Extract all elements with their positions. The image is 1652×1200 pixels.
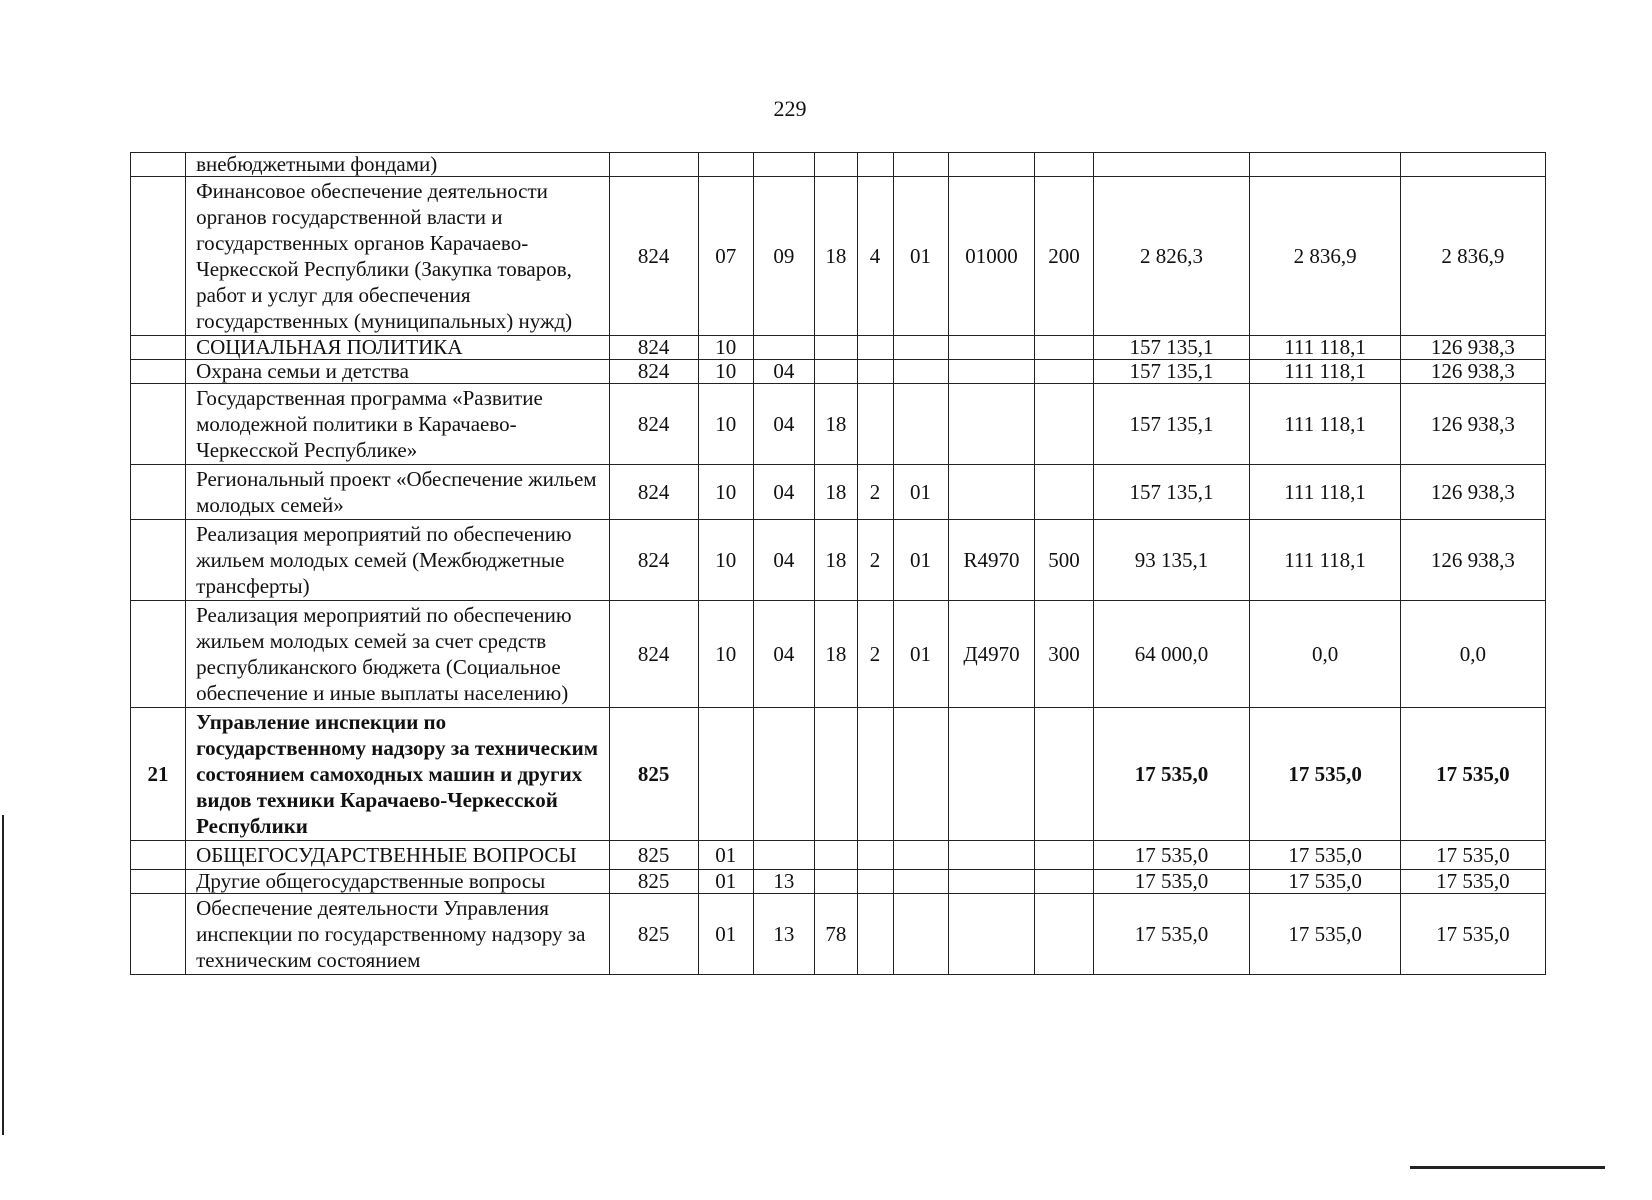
code-expense-type: 500 (1035, 520, 1093, 601)
row-number: 21 (131, 708, 186, 841)
amount-year-3: 0,0 (1400, 601, 1545, 708)
code-section: 10 (698, 601, 753, 708)
code-subsection (753, 336, 814, 360)
amount-year-1: 17 535,0 (1093, 841, 1250, 870)
code-ministry: 824 (609, 360, 698, 384)
code-expense-type (1035, 841, 1093, 870)
amount-year-2: 0,0 (1250, 601, 1400, 708)
table-row (131, 465, 1546, 520)
code-expense-type (1035, 708, 1093, 841)
amount-year-3: 126 938,3 (1400, 384, 1545, 465)
code-subprogram: 2 (857, 465, 893, 520)
code-program: 18 (815, 601, 857, 708)
code-expense-type: 200 (1035, 177, 1093, 336)
code-subsection: 04 (753, 360, 814, 384)
code-ministry: 825 (609, 870, 698, 894)
row-number (131, 336, 186, 360)
code-program (815, 708, 857, 841)
row-number (131, 894, 186, 975)
code-ministry: 824 (609, 465, 698, 520)
code-subprogram (857, 360, 893, 384)
amount-year-3: 17 535,0 (1400, 708, 1545, 841)
table-row (131, 520, 1546, 601)
row-name: Реализация мероприятий по обеспечению жильем молодых семей за счет средств республиканского бюджета (Социальное обеспечение и иные выплаты населению) (186, 601, 610, 708)
table-row (131, 360, 1546, 384)
code-expense-type (1035, 336, 1093, 360)
code-direction: 01000 (948, 177, 1035, 336)
amount-year-2: 17 535,0 (1250, 841, 1400, 870)
amount-year-3: 126 938,3 (1400, 336, 1545, 360)
row-name: Охрана семьи и детства (186, 360, 610, 384)
amount-year-1: 17 535,0 (1093, 708, 1250, 841)
budget-table (130, 152, 1546, 975)
budget-table-body (131, 153, 1546, 975)
row-name: Управление инспекции по государственному надзору за техническим состоянием самоходных машин и других видов техники Карачаево-Черкесской Республики (186, 708, 610, 841)
code-event: 01 (893, 177, 948, 336)
code-event (893, 153, 948, 177)
amount-year-2 (1250, 153, 1400, 177)
code-program (815, 870, 857, 894)
table-row (131, 384, 1546, 465)
code-expense-type (1035, 894, 1093, 975)
code-event: 01 (893, 465, 948, 520)
amount-year-2: 17 535,0 (1250, 870, 1400, 894)
code-section: 10 (698, 465, 753, 520)
code-direction (948, 465, 1035, 520)
code-section: 07 (698, 177, 753, 336)
code-section: 01 (698, 841, 753, 870)
code-direction (948, 336, 1035, 360)
row-name: Реализация мероприятий по обеспечению жильем молодых семей (Межбюджетные трансферты) (186, 520, 610, 601)
code-subsection: 04 (753, 465, 814, 520)
code-subsection (753, 841, 814, 870)
amount-year-2: 111 118,1 (1250, 336, 1400, 360)
row-name: Другие общегосударственные вопросы (186, 870, 610, 894)
code-section: 01 (698, 870, 753, 894)
code-program: 78 (815, 894, 857, 975)
table-row (131, 177, 1546, 336)
amount-year-1: 157 135,1 (1093, 465, 1250, 520)
code-subsection: 04 (753, 384, 814, 465)
code-subsection: 09 (753, 177, 814, 336)
code-direction (948, 894, 1035, 975)
code-program: 18 (815, 465, 857, 520)
amount-year-3: 126 938,3 (1400, 465, 1545, 520)
code-direction (948, 708, 1035, 841)
code-subprogram: 2 (857, 520, 893, 601)
amount-year-1: 93 135,1 (1093, 520, 1250, 601)
code-expense-type (1035, 360, 1093, 384)
code-event: 01 (893, 520, 948, 601)
code-event (893, 360, 948, 384)
code-subsection: 04 (753, 520, 814, 601)
code-expense-type (1035, 465, 1093, 520)
code-event (893, 841, 948, 870)
code-ministry: 824 (609, 336, 698, 360)
code-program (815, 841, 857, 870)
amount-year-2: 111 118,1 (1250, 465, 1400, 520)
code-event (893, 384, 948, 465)
amount-year-2: 2 836,9 (1250, 177, 1400, 336)
code-subprogram (857, 894, 893, 975)
amount-year-2: 17 535,0 (1250, 894, 1400, 975)
amount-year-1: 64 000,0 (1093, 601, 1250, 708)
code-subsection: 13 (753, 894, 814, 975)
row-name: ОБЩЕГОСУДАРСТВЕННЫЕ ВОПРОСЫ (186, 841, 610, 870)
code-ministry: 824 (609, 601, 698, 708)
amount-year-1: 157 135,1 (1093, 360, 1250, 384)
table-row (131, 841, 1546, 870)
amount-year-1: 17 535,0 (1093, 870, 1250, 894)
row-number (131, 153, 186, 177)
code-section: 10 (698, 360, 753, 384)
code-direction (948, 841, 1035, 870)
code-subprogram (857, 384, 893, 465)
amount-year-3: 17 535,0 (1400, 841, 1545, 870)
code-program (815, 336, 857, 360)
code-expense-type (1035, 384, 1093, 465)
code-ministry: 824 (609, 177, 698, 336)
amount-year-3: 126 938,3 (1400, 360, 1545, 384)
amount-year-2: 111 118,1 (1250, 360, 1400, 384)
table-row (131, 336, 1546, 360)
code-subprogram (857, 708, 893, 841)
scan-edge-mark-left (2, 815, 4, 1135)
code-expense-type: 300 (1035, 601, 1093, 708)
page-number: 229 (773, 96, 807, 121)
code-program: 18 (815, 384, 857, 465)
code-ministry: 824 (609, 384, 698, 465)
code-program: 18 (815, 520, 857, 601)
code-section: 10 (698, 520, 753, 601)
table-row (131, 153, 1546, 177)
code-ministry: 825 (609, 708, 698, 841)
table-row (131, 894, 1546, 975)
code-subsection (753, 153, 814, 177)
amount-year-2: 111 118,1 (1250, 384, 1400, 465)
row-number (131, 360, 186, 384)
table-row (131, 870, 1546, 894)
code-ministry: 825 (609, 894, 698, 975)
table-row (131, 708, 1546, 841)
row-number (131, 177, 186, 336)
code-subsection: 04 (753, 601, 814, 708)
amount-year-2: 17 535,0 (1250, 708, 1400, 841)
row-number (131, 520, 186, 601)
code-program (815, 153, 857, 177)
code-program (815, 360, 857, 384)
amount-year-1 (1093, 153, 1250, 177)
code-direction: Д4970 (948, 601, 1035, 708)
code-subprogram (857, 870, 893, 894)
code-expense-type (1035, 153, 1093, 177)
code-section (698, 153, 753, 177)
code-event (893, 870, 948, 894)
code-section: 10 (698, 336, 753, 360)
row-name: СОЦИАЛЬНАЯ ПОЛИТИКА (186, 336, 610, 360)
amount-year-1: 157 135,1 (1093, 384, 1250, 465)
code-event: 01 (893, 601, 948, 708)
code-subsection (753, 708, 814, 841)
row-name: Обеспечение деятельности Управления инспекции по государственному надзору за техническим состоянием (186, 894, 610, 975)
code-program: 18 (815, 177, 857, 336)
amount-year-1: 2 826,3 (1093, 177, 1250, 336)
code-event (893, 336, 948, 360)
row-number (131, 601, 186, 708)
code-subprogram: 2 (857, 601, 893, 708)
row-number (131, 870, 186, 894)
amount-year-3: 2 836,9 (1400, 177, 1545, 336)
row-number (131, 465, 186, 520)
code-ministry: 825 (609, 841, 698, 870)
code-subsection: 13 (753, 870, 814, 894)
code-section: 10 (698, 384, 753, 465)
code-direction: R4970 (948, 520, 1035, 601)
code-subprogram (857, 336, 893, 360)
code-ministry: 824 (609, 520, 698, 601)
code-direction (948, 360, 1035, 384)
row-number (131, 841, 186, 870)
amount-year-3: 17 535,0 (1400, 894, 1545, 975)
amount-year-2: 111 118,1 (1250, 520, 1400, 601)
code-event (893, 708, 948, 841)
code-subprogram (857, 153, 893, 177)
code-subprogram (857, 841, 893, 870)
code-subprogram: 4 (857, 177, 893, 336)
amount-year-3 (1400, 153, 1545, 177)
scan-edge-mark-bottom (1410, 1166, 1605, 1169)
code-section: 01 (698, 894, 753, 975)
row-name: Финансовое обеспечение деятельности органов государственной власти и государственных органов Карачаево-Черкесской Республики (Закупка товаров, работ и услуг для обеспечения государственных (муниципальных) нужд) (186, 177, 610, 336)
amount-year-1: 17 535,0 (1093, 894, 1250, 975)
amount-year-3: 17 535,0 (1400, 870, 1545, 894)
row-name: Государственная программа «Развитие молодежной политики в Карачаево-Черкесской Республике» (186, 384, 610, 465)
row-number (131, 384, 186, 465)
row-name: внебюджетными фондами) (186, 153, 610, 177)
code-direction (948, 870, 1035, 894)
table-row (131, 601, 1546, 708)
code-ministry (609, 153, 698, 177)
code-expense-type (1035, 870, 1093, 894)
code-direction (948, 153, 1035, 177)
amount-year-3: 126 938,3 (1400, 520, 1545, 601)
code-event (893, 894, 948, 975)
code-section (698, 708, 753, 841)
row-name: Региональный проект «Обеспечение жильем молодых семей» (186, 465, 610, 520)
amount-year-1: 157 135,1 (1093, 336, 1250, 360)
code-direction (948, 384, 1035, 465)
